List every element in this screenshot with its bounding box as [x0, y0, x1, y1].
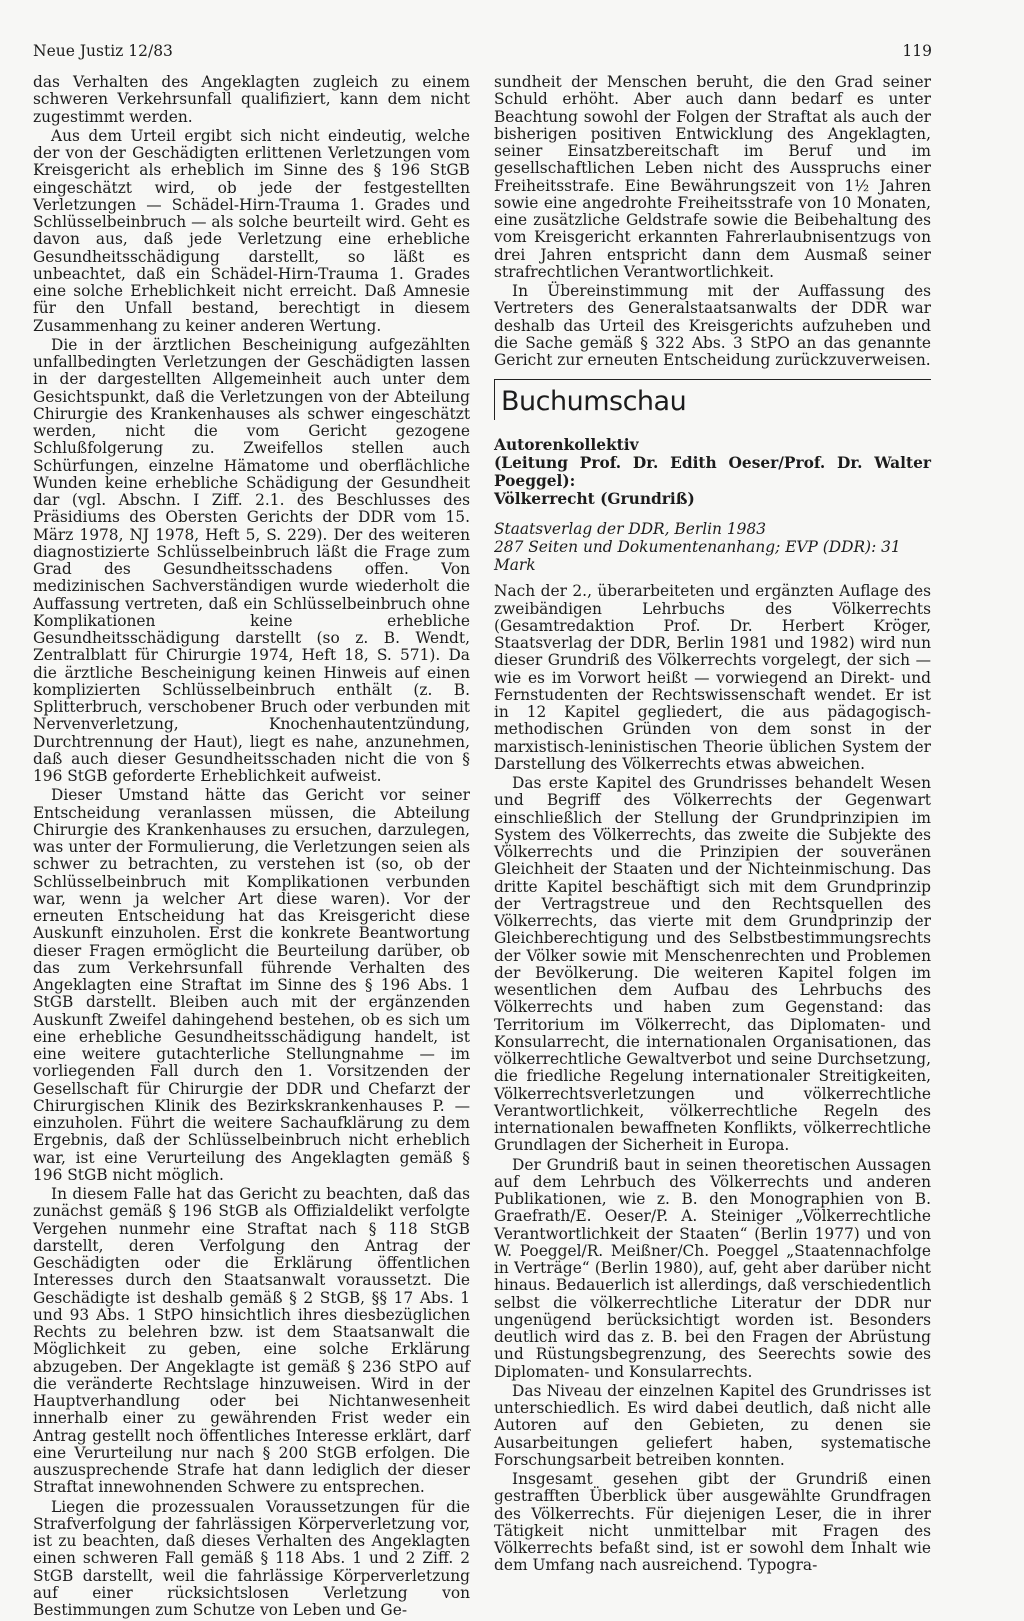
journal-issue: Neue Justiz 12/83 [33, 42, 173, 60]
paragraph: Das Niveau der einzelnen Kapitel des Grundrisses ist unterschiedlich. Es wird dabei deutlich, daß nicht alle Autoren auf den Gebieten, zu denen sie Ausarbeitungen geliefert haben, systematische Forschungsarbeit betreiben konnten. [494, 1381, 931, 1469]
paragraph: das Verhalten des Angeklagten zugleich zu einem schweren Verkehrsunfall qualifiziert, kann dem nicht zugestimmt werden. [33, 73, 470, 126]
book-details: 287 Seiten und Dokumentenanhang; EVP (DDR): 31 Mark [494, 538, 901, 575]
section-title: Buchumschau [501, 386, 687, 418]
review-text [494, 583, 931, 1574]
book-publication-info [494, 520, 931, 574]
book-authors-line: Autorenkollektiv [494, 436, 639, 455]
right-column [494, 74, 931, 1577]
paragraph: Der Grundriß baut in seinen theoretischen Aussagen auf dem Lehrbuch des Völkerrechts und anderen Publikationen, wie z. B. den Monographien von B. Graefrath/E. Oeser/P. A. Steiniger „Völkerrechtliche Verantwortlichkeit der Staaten“ (Berlin 1977) und von W. Poeggel/R. Meißner/Ch. Poeggel „Staatennachfolge in Verträge“ (Berlin 1980), auf, geht aber darüber nicht hinaus. Bedauerlich ist allerdings, daß verschiedentlich selbst die völkerrechtliche Literatur der DDR nur ungenügend berücksichtigt worden ist. Besonders deutlich wird das z. B. bei den Fragen der Abrüstung und Rüstungsbegrenzung, des Seerechts sowie des Diplomaten- und Konsularrechts. [494, 1155, 931, 1381]
paragraph: Die in der ärztlichen Bescheinigung aufgezählten unfallbedingten Verletzungen der Geschädigten lassen in der dargestellten Allgemeinheit auch unter dem Gesichtspunkt, daß die Verletzungen von der Abteilung Chirurgie des Krankenhauses als schwer eingeschätzt werden, nicht die vom Gericht gezogene Schlußfolgerung zu. Zweifellos stellen auch Schürfungen, einzelne Hämatome und oberflächliche Wunden keine erhebliche Schädigung der Gesundheit dar (vgl. Abschn. I Ziff. 2.1. des Beschlusses des Präsidiums des Obersten Gerichts der DDR vom 15. März 1978, NJ 1978, Heft 5, S. 229). Der des weiteren diagnostizierte Schlüsselbeinbruch läßt die Frage zum Grad des Gesundheitsschadens offen. Von medizinischen Sachverständigen wurde wiederholt die Auffassung vertreten, daß ein Schlüsselbeinbruch ohne Komplikationen keine erhebliche Gesundheitsschädigung darstellt (so z. B. Wendt, Zentralblatt für Chirurgie 1974, Heft 18, S. 571). Da die ärztliche Bescheinigung keinen Hinweis auf einen komplizierten Schlüsselbeinbruch enthält (z. B. Splitterbruch, verschobener Bruch oder verbunden mit Nervenverletzung, Knochenhautentzündung, Durchtrennung der Haut), liegt es nahe, anzunehmen, daß auch dieser Gesundheitsschaden nicht die von § 196 StGB geforderte Erheblichkeit aufweist. [33, 335, 470, 785]
book-authors [494, 436, 931, 508]
page-number: 119 [902, 42, 932, 60]
book-publisher: Staatsverlag der DDR, Berlin 1983 [494, 520, 767, 539]
left-column [33, 74, 470, 1621]
paragraph: In diesem Falle hat das Gericht zu beachten, daß das zunächst gemäß § 196 StGB als Offizialdelikt verfolgte Vergehen nunmehr eine Straftat nach § 118 StGB darstellt, deren Verfolgung den Antrag der Geschädigten oder die Erklärung öffentlichen Interesses durch den Staatsanwalt voraussetzt. Die Geschädigte ist deshalb gemäß § 2 StGB, §§ 17 Abs. 1 und 93 Abs. 1 StPO hinsichtlich ihres diesbezüglichen Rechts zu belehren bzw. ist dem Staatsanwalt die Möglichkeit zu geben, eine solche Erklärung abzugeben. Der Angeklagte ist gemäß § 236 StPO auf die veränderte Rechtslage hinzuweisen. Wird in der Hauptverhandlung oder bei Nichtanwesenheit innerhalb einer zu gewährenden Frist weder ein Antrag gestellt noch öffentliches Interesse erklärt, darf eine Verurteilung nur nach § 200 StGB erfolgen. Die auszusprechende Strafe hat dann lediglich der dieser Straftat innewohnenden Schwere zu entsprechen. [33, 1185, 470, 1497]
paragraph: Dieser Umstand hätte das Gericht vor seiner Entscheidung veranlassen müssen, die Abteilung Chirurgie des Krankenhauses zu ersuchen, darzulegen, was unter der Formulierung, die Verletzungen seien als schwer zu betrachten, zu verstehen ist (so, ob der Schlüsselbeinbruch mit Komplikationen verbunden war, wenn ja welcher Art diese waren). Vor der erneuten Entscheidung hat das Kreisgericht diese Auskunft einzuholen. Erst die konkrete Beantwortung dieser Fragen ermöglicht die Beurteilung darüber, ob das zum Verkehrsunfall führende Verhalten des Angeklagten eine Straftat im Sinne des § 196 Abs. 1 StGB darstellt. Bleiben auch mit der ergänzenden Auskunft Zweifel dahingehend bestehen, ob es sich um eine erhebliche Gesundheitsschädigung handelt, ist eine weitere gutachterliche Stellungnahme — im vorliegenden Fall durch den 1. Vorsitzenden der Gesellschaft für Chirurgie der DDR und Chefarzt der Chirurgischen Klinik des Bezirkskrankenhauses P. — einzuholen. Führt die weitere Sachaufklärung zu dem Ergebnis, daß der Schlüsselbeinbruch nicht erheblich war, ist eine Verurteilung des Angeklagten gemäß § 196 StGB nicht möglich. [33, 786, 470, 1184]
paragraph: In Übereinstimmung mit der Auffassung des Vertreters des Generalstaatsanwalts der DDR war deshalb das Urteil des Kreisgerichts aufzuheben und die Sache gemäß § 322 Abs. 3 StPO an das genannte Gericht zur erneuten Entscheidung zurückzuverweisen. [494, 282, 931, 369]
paragraph: Insgesamt gesehen gibt der Grundriß einen gestrafften Überblick über ausgewählte Grundfragen des Völkerrechts. Für diejenigen Leser, die in ihrer Tätigkeit nicht unmittelbar mit Fragen des Völkerrechts befaßt sind, ist er sowohl dem Inhalt wie dem Umfang nach ausreichend. Typogra- [494, 1470, 931, 1575]
book-title: Völkerrecht (Grundriß) [494, 490, 695, 509]
paragraph: Das erste Kapitel des Grundrisses behandelt Wesen und Begriff des Völkerrechts der Gegenwart einschließlich der Stellung der Grundprinzipien im System des Völkerrechts, das zweite die Subjekte des Völkerrechts und die Prinzipien der souveränen Gleichheit der Staaten und der Nichteinmischung. Das dritte Kapitel beschäftigt sich mit dem Grundprinzip der Vertragstreue und den Rechtsquellen des Völkerrechts, das vierte mit dem Grundprinzip der Gleichberechtigung und des Selbstbestimmungsrechts der Völker sowie mit Menschenrechten und Problemen der Bevölkerung. Die weiteren Kapitel folgen im wesentlichen dem Aufbau des Lehrbuchs des Völkerrechts und haben zum Gegenstand: das Territorium im Völkerrecht, das Diplomaten- und Konsularrecht, die internationalen Organisationen, das völkerrechtliche Gewaltverbot und seine Durchsetzung, die friedliche Regelung internationaler Streitigkeiten, Völkerrechtsverletzungen und völkerrechtliche Verantwortlichkeit, völkerrechtliche Regeln des internationalen bewaffneten Konflikts, völkerrechtliche Grundlagen der Sicherheit in Europa. [494, 774, 931, 1155]
paragraph: Aus dem Urteil ergibt sich nicht eindeutig, welche der von der Geschädigten erlittenen Verletzungen vom Kreisgericht als erheblich im Sinne des § 196 StGB eingeschätzt wird, ob jede der festgestellten Verletzungen — Schädel-Hirn-Trauma 1. Grades und Schlüsselbeinbruch — als solche beurteilt wird. Geht es davon aus, daß jede Verletzung eine erhebliche Gesundheitsschädigung darstellt, so läßt es unbeachtet, daß ein Schädel-Hirn-Trauma 1. Grades eine solche Erheblichkeit nicht erreicht. Daß Amnesie für den Unfall bestand, berechtigt in diesem Zusammenhang zu keiner anderen Wertung. [33, 126, 470, 335]
paragraph: sundheit der Menschen beruht, die den Grad seiner Schuld erhöht. Aber auch dann bedarf es unter Beachtung sowohl der Folgen der Straftat als auch der bisherigen positiven Entwicklung des Angeklagten, seiner Einsatzbereitschaft im Beruf und im gesellschaftlichen Leben nicht des Ausspruchs einer Freiheitsstrafe. Eine Bewährungszeit von 1½ Jahren sowie eine angedrohte Freiheitsstrafe von 10 Monaten, eine zusätzliche Geldstrafe sowie die Beibehaltung des vom Kreisgericht erkannten Fahrerlaubnisentzugs von drei Jahren entspricht dann dem Ausmaß seiner strafrechtlichen Verantwortlichkeit. [494, 73, 931, 281]
page-header [33, 42, 932, 66]
paragraph: Liegen die prozessualen Voraussetzungen für die Strafverfolgung der fahrlässigen Körperverletzung vor, ist zu beachten, daß dieses Verhalten des Angeklagten einen schweren Fall gemäß § 118 Abs. 1 und 2 Ziff. 2 StGB darstellt, weil die fahrlässige Körperverletzung auf einer rücksichtslosen Verletzung von Bestimmungen zum Schutze von Leben und Ge- [33, 1497, 470, 1619]
section-header [494, 379, 931, 420]
book-editors-line: (Leitung Prof. Dr. Edith Oeser/Prof. Dr. Walter Poeggel): [494, 454, 931, 491]
paragraph: Nach der 2., überarbeiteten und ergänzten Auflage des zweibändigen Lehrbuchs des Völkerrechts (Gesamtredaktion Prof. Dr. Herbert Kröger, Staatsverlag der DDR, Berlin 1981 und 1982) wird nun dieser Grundriß des Völkerrechts vorgelegt, der sich — wie es im Vorwort heißt — vorwiegend an Direkt- und Fernstudenten der Rechtswissenschaft wendet. Er ist in 12 Kapitel gegliedert, die aus pädagogisch-methodischen Gründen von dem sonst in der marxistisch-leninistischen Theorie üblichen System der Darstellung des Völkerrechts etwas abweichen. [494, 582, 931, 773]
book-reference [494, 436, 931, 574]
